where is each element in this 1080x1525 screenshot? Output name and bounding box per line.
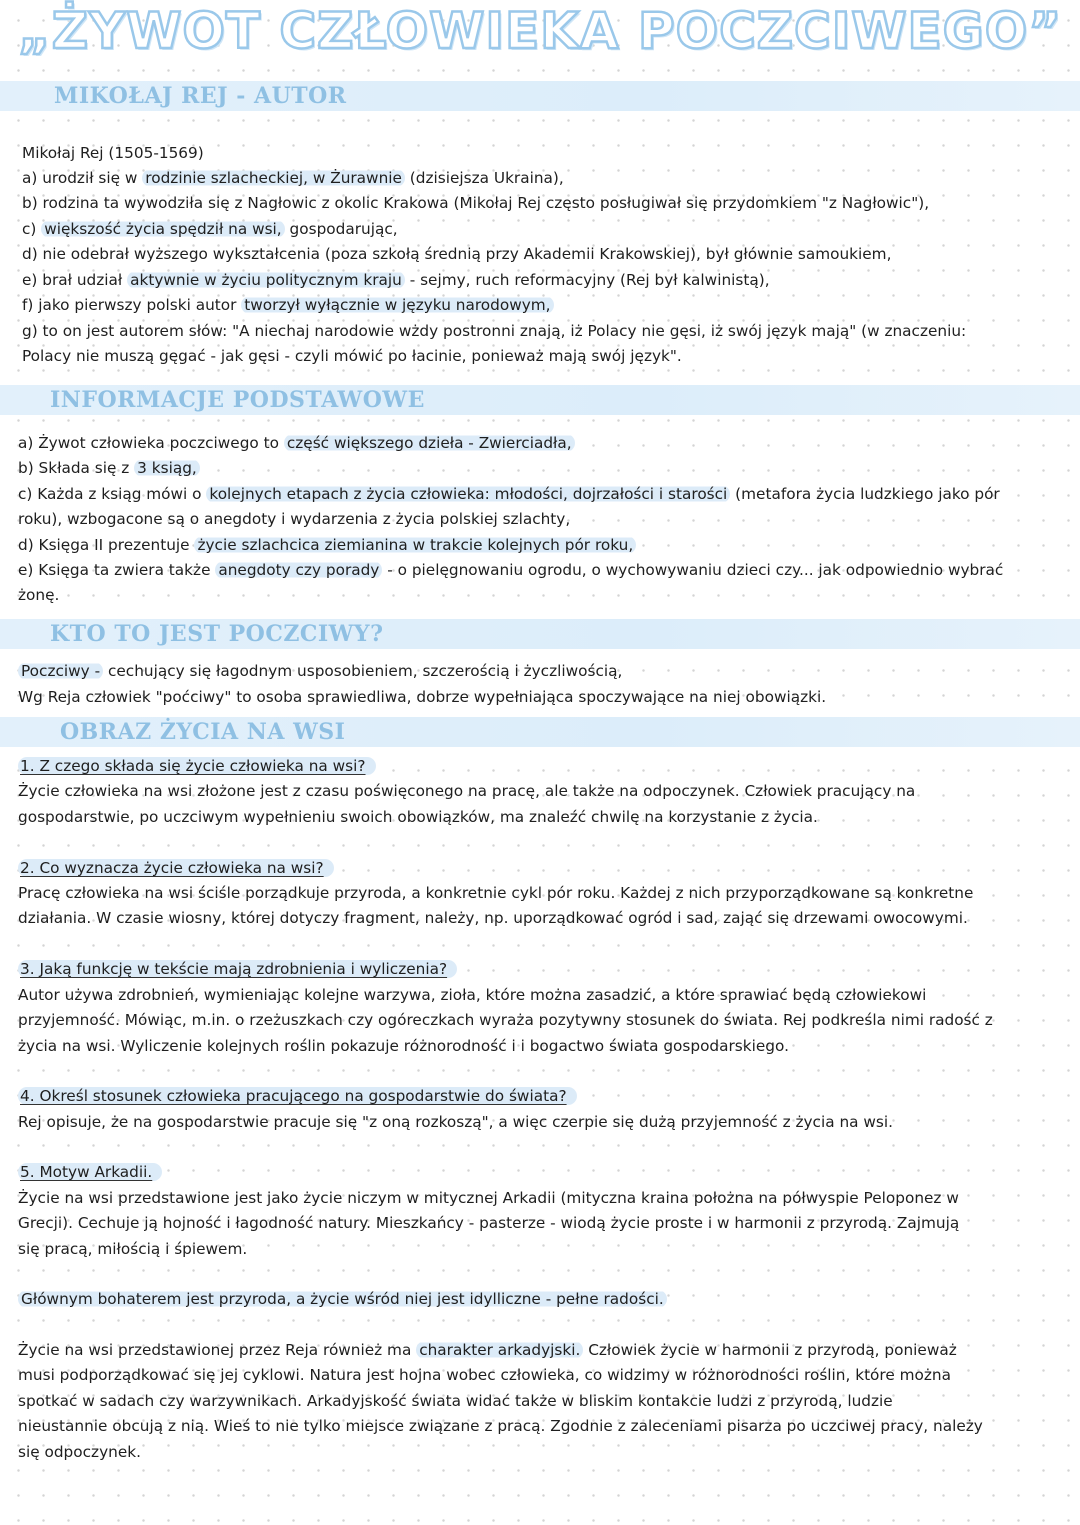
info-line: [18, 533, 636, 559]
text-span: b) rodzina ta wywodziła się z Nagłowic z okolic Krakowa (Mikołaj Rej często posługiwał się przydomkiem "z Nagłowic"),: [22, 194, 930, 212]
text-span: b) Składa się z: [18, 459, 135, 477]
info-line: [18, 583, 59, 609]
text-span: c) Każda z ksiąg mówi o: [18, 485, 207, 503]
highlight: część większego dzieła - Zwierciadła,: [284, 434, 575, 452]
answer-line: życia na wsi. Wyliczenie kolejnych roślin pokazuje różnorodność i i bogactwo świata gospodarskiego.: [18, 1037, 789, 1055]
heading-poczciwy: KTO TO JEST POCZCIWY?: [50, 621, 384, 647]
question-text: 4. Określ stosunek człowieka pracującego na gospodarstwie do świata?: [18, 1087, 577, 1105]
final-line: [18, 1338, 957, 1364]
text-span: - sejmy, ruch reformacyjny (Rej był kalwinistą),: [404, 271, 770, 289]
highlight: kolejnych etapach z życia człowieka: młodości, dojrzałości i starości: [206, 485, 730, 503]
highlight: Poczciwy -: [18, 662, 103, 680]
question-5: [18, 1160, 162, 1186]
text-span: gospodarując,: [284, 220, 398, 238]
answer-line: działania. W czasie wiosny, której dotyczy fragment, należy, np. uporządkować ogród i sad, zająć się drzewami owocowymi.: [18, 909, 968, 927]
text-span: f) jako pierwszy polski autor: [22, 296, 242, 314]
highlight: tworzył wyłącznie w języku narodowym,: [241, 296, 553, 314]
autor-line: [22, 166, 564, 192]
autor-line: [22, 319, 966, 345]
autor-line: [22, 217, 398, 243]
question-text: 5. Motyw Arkadii.: [18, 1163, 162, 1181]
question-3: [18, 957, 457, 983]
answer-line: Rej opisuje, że na gospodarstwie pracuje się "z oną rozkoszą", a więc czerpie się dużą przyjemność z życia na wsi.: [18, 1113, 893, 1131]
answer-line: Pracę człowieka na wsi ściśle porządkuje przyroda, a konkretnie cykl pór roku. Każdej z nich przyporządkowane są konkretne: [18, 884, 974, 902]
question-1: [18, 754, 376, 780]
highlight: życie szlachcica ziemianina w trakcie kolejnych pór roku,: [194, 536, 636, 554]
info-line: [18, 482, 1000, 508]
text-span: d) nie odebrał wyższego wykształcenia (poza szkołą średnią przy Akademii Krakowskiej), był głównie samoukiem,: [22, 245, 892, 263]
highlight: 3 ksiąg,: [134, 459, 200, 477]
heading-wies: OBRAZ ŻYCIA NA WSI: [60, 719, 346, 745]
highlight: charakter arkadyjski.: [416, 1341, 583, 1359]
text-span: musi podporządkować się jej cyklowi. Natura jest hojna wobec człowieka, co widzimy w różnorodności roślin, które można: [18, 1366, 952, 1384]
page-title: „ŻYWOT CZŁOWIEKA POCZCIWEGO”: [17, 2, 1063, 60]
text-span: a) Żywot człowieka poczciwego to: [18, 434, 284, 452]
final-line: [18, 1414, 983, 1440]
text-span: - o pielęgnowaniu ogrodu, o wychowywaniu dzieci czy... jak odpowiednio wybrać: [382, 561, 1004, 579]
text-span: żonę.: [18, 586, 60, 604]
text-span: (dzisiejsza Ukraina),: [404, 169, 564, 187]
autor-line: [22, 293, 554, 319]
text-span: Życie na wsi przedstawionej przez Reja również ma: [18, 1341, 417, 1359]
question-text: 1. Z czego składa się życie człowieka na wsi?: [18, 757, 376, 775]
text-span: c): [22, 220, 42, 238]
info-line: [18, 558, 1003, 584]
heading-info: INFORMACJE PODSTAWOWE: [50, 387, 425, 413]
text-span: Człowiek życie w harmonii z przyrodą, ponieważ: [583, 1341, 957, 1359]
text-span: Wg Reja człowiek "poćciwy" to osoba sprawiedliwa, dobrze wypełniająca spoczywające na niej obowiązki.: [18, 688, 827, 706]
answer-line: gospodarstwie, po uczciwym wypełnieniu swoich obowiązków, ma znaleźć chwilę na korzystanie z życia.: [18, 808, 818, 826]
text-span: nieustannie obcują z nią. Wieś to nie tylko miejsce związane z pracą. Zgodnie z zaleceniami pisarza po uczciwej pracy, należy: [18, 1417, 983, 1435]
answer-line: Życie człowieka na wsi złożone jest z czasu poświęconego na pracę, ale także na odpoczynek. Człowiek pracujący na: [18, 782, 916, 800]
final-line: [18, 1389, 893, 1415]
question-4: [18, 1084, 577, 1110]
answer-line: się pracą, miłością i śpiewem.: [18, 1240, 248, 1258]
text-span: (metafora życia ludzkiego jako pór: [730, 485, 1000, 503]
text-span: g) to on jest autorem słów: "A niechaj narodowie wżdy postronni znają, iż Polacy nie gęsi, iż swój język mają" (w znaczeniu:: [22, 322, 967, 340]
autor-line: [22, 191, 929, 217]
highlight: Głównym bohaterem jest przyroda, a życie wśród niej jest idylliczne - pełne radości.: [18, 1290, 667, 1308]
question-text: 2. Co wyznacza życie człowieka na wsi?: [18, 859, 334, 877]
highlight: większość życia spędził na wsi,: [41, 220, 284, 238]
answer-line: Życie na wsi przedstawione jest jako życie niczym w mitycznej Arkadii (mityczna kraina położna na półwyspie Peloponez w: [18, 1189, 959, 1207]
text-span: Mikołaj Rej (1505-1569): [22, 144, 204, 162]
info-line: [18, 456, 200, 482]
final-line: [18, 1440, 141, 1466]
autor-line: [22, 242, 891, 268]
info-line: [18, 431, 575, 457]
poczciwy-line: [18, 659, 622, 685]
text-span: d) Księga II prezentuje: [18, 536, 195, 554]
highlight: anegdoty czy porady: [215, 561, 382, 579]
highlight: rodzinie szlacheckiej, w Żurawnie: [142, 169, 405, 187]
poczciwy-line: [18, 685, 826, 711]
autor-line: [22, 344, 682, 370]
text-span: roku), wzbogacone są o anegdoty i wydarzenia z życia polskiej szlachty,: [18, 510, 571, 528]
text-span: cechujący się łagodnym usposobieniem, szczerością i życzliwością,: [103, 662, 623, 680]
final-line: [18, 1363, 951, 1389]
info-line: [18, 507, 570, 533]
text-span: spotkać w sadach czy warzywnikach. Arkadyjskość świata widać także w bliskim kontakcie ludzi z przyrodą, ludzie: [18, 1392, 893, 1410]
text-span: się odpoczynek.: [18, 1443, 141, 1461]
autor-line: [22, 141, 204, 167]
question-text: 3. Jaką funkcję w tekście mają zdrobnienia i wyliczenia?: [18, 960, 457, 978]
answer-line: przyjemność. Mówiąc, m.in. o rzeżuszkach czy ogóreczkach wyraża pozytywny stosunek do świata. Rej podkreśla nimi radość z: [18, 1011, 993, 1029]
question-2: [18, 856, 334, 882]
text-span: a) urodził się w: [22, 169, 143, 187]
text-span: Polacy nie muszą gęgać - jak gęsi - czyli mówić po łacinie, ponieważ mają swój język".: [22, 347, 682, 365]
heading-autor: MIKOŁAJ REJ - AUTOR: [54, 83, 347, 109]
answer-line: Autor używa zdrobnień, wymieniając kolejne warzywa, zioła, które można zasadzić, a które sprawiać będą człowiekowi: [18, 986, 927, 1004]
autor-line: [22, 268, 770, 294]
main-hero-line: [18, 1287, 667, 1313]
highlight: aktywnie w życiu politycznym kraju: [127, 271, 405, 289]
text-span: e) brał udział: [22, 271, 128, 289]
answer-line: Grecji). Cechuje ją hojność i łagodność natury. Mieszkańcy - pasterze - wiodą życie proste i w harmonii z przyrodą. Zajmują: [18, 1214, 960, 1232]
text-span: e) Księga ta zwiera także: [18, 561, 216, 579]
